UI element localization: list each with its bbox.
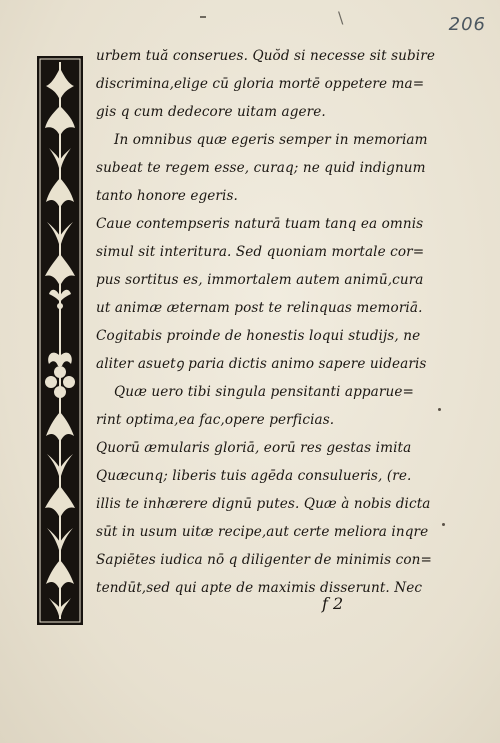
text-line: Quorū æmularis gloriā, eorū res gestas imita (96, 440, 412, 456)
text-line: sūt in usum uitæ recipe,aut certe meliora inqre (96, 524, 429, 540)
signature-mark: f 2 (322, 594, 344, 613)
folio-number: 206 (448, 14, 486, 35)
text-line: aliter asuetꝯ paria dictis animo sapere uidearis (96, 356, 427, 372)
text-line: pus sortitus es, immortalem autem animū,cura (96, 272, 424, 288)
text-line: tendūt,sed qui apte de maximis disserunt. Nec (96, 580, 423, 596)
text-line: Quæcunq; liberis tuis agēda consulueris, (re. (96, 468, 412, 484)
pencil-mark: \ (338, 8, 344, 27)
text-line: Quæ uero tibi singula pensitanti apparue= (114, 384, 414, 400)
text-line: Caue contempseris naturā tuam tanq ea omnis (96, 216, 424, 232)
text-line: simul sit interitura. Sed quoniam mortale cor= (96, 244, 425, 260)
text-line: tanto honore egeris. (96, 188, 238, 204)
text-line: Cogitabis proinde de honestis loqui studijs, ne (96, 328, 421, 344)
ink-speck (438, 408, 441, 411)
text-line: Sapiētes iudica nō q diligenter de minimis con= (96, 552, 432, 568)
text-line: In omnibus quæ egeris semper in memoriam (114, 132, 428, 148)
ink-mark (200, 16, 206, 18)
ink-speck (442, 523, 445, 526)
text-line: illis te inhærere dignū putes. Quæ à nobis dicta (96, 496, 431, 512)
woodcut-border-ornament-icon (37, 56, 83, 625)
text-line: subeat te regem esse, curaq; ne quid indignum (96, 160, 426, 176)
text-line: urbem tuă conserues. Quŏd si necesse sit subire (96, 48, 436, 64)
text-line: gis q cum dedecore uitam agere. (96, 104, 326, 120)
text-line: discrimina,elige cū gloria mortē oppetere ma= (96, 76, 425, 92)
text-line: ut animæ æternam post te relinquas memoriā. (96, 300, 423, 316)
text-line: rint optima,ea fac,opere perficias. (96, 412, 335, 428)
